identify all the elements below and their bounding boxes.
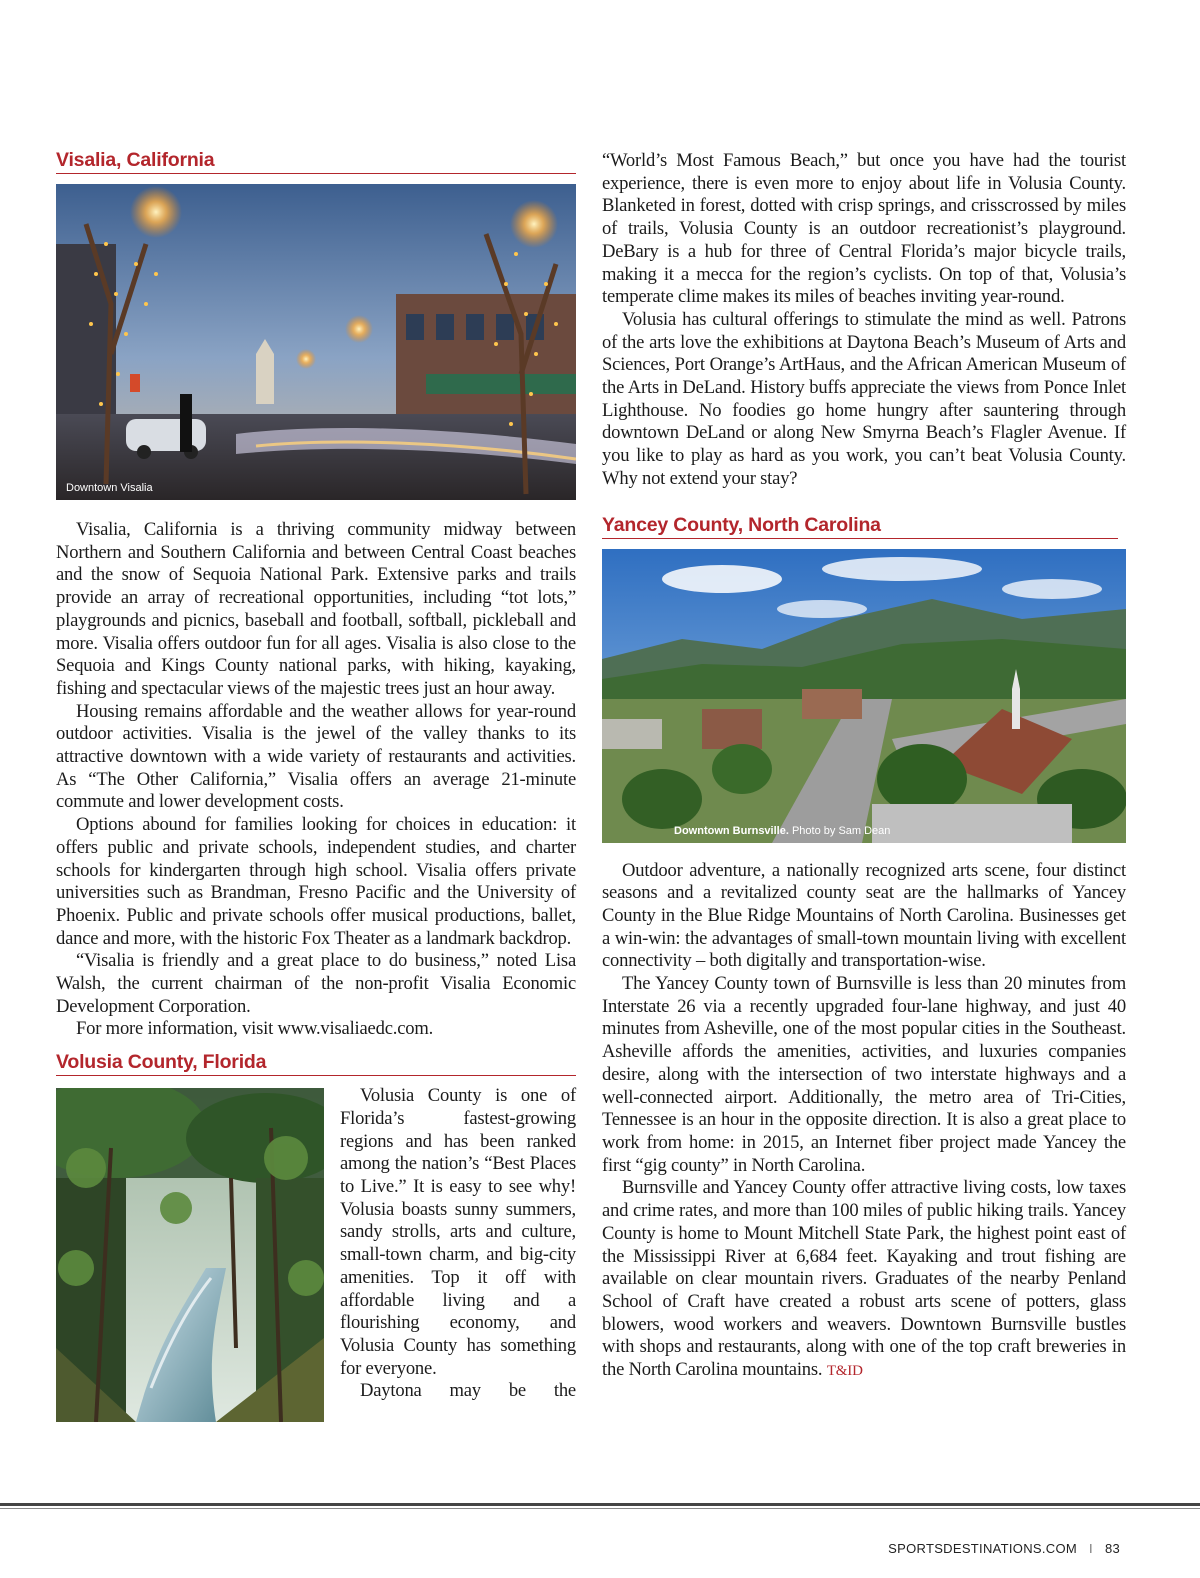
paragraph: Volusia County is one of Florida’s fastest-growing regions and has been ranked among the nation’s “Best Places to Live.” It is easy to see why! Volusia boasts sunny summers, sandy strolls, arts and culture, small-town charm, and big-city amenities. Top it off with affordable living and a flourishing economy, and Volusia County has something for everyone. — [340, 1085, 576, 1379]
paragraph: Volusia has cultural offerings to stimulate the mind as well. Patrons of the arts love the exhibitions at Daytona Beach’s Museum of Arts and Sciences, Port Orange’s ArtHaus, and the African American Museum of the Arts in DeLand. History buffs appreciate the views from Ponce Inlet Lighthouse. No foodies go home hungry after sauntering through downtown DeLand or along New Smyrna Beach’s Flagler Avenue. If you like to play as hard as you work, you can’t beat Volusia County. Why not extend your stay? — [602, 308, 1126, 489]
volusia-forest-image — [56, 1088, 324, 1422]
caption-credit: Photo by Sam Dean — [788, 824, 891, 837]
volusia-side-text — [340, 1085, 576, 1403]
right-column — [602, 150, 1126, 1383]
section-heading-volusia: Volusia County, Florida — [56, 1050, 576, 1076]
burnsville-aerial-image — [602, 549, 1126, 843]
volusia-continued — [602, 150, 1126, 491]
visalia-article-body — [56, 519, 576, 1041]
visalia-street-image — [56, 184, 576, 500]
paragraph: “Visalia is friendly and a great place to do business,” noted Lisa Walsh, the current chairman of the non-profit Visalia Economic Development Corporation. — [56, 950, 576, 1017]
paragraph: Outdoor adventure, a nationally recognized arts scene, four distinct seasons and a revitalized county seat are the hallmarks of Yancey County in the Blue Ridge Mountains of North Carolina. Businesses get a win-win: the advantages of small-town mountain living with excellent connectivity – both digitally and transportation-wise. — [602, 859, 1126, 972]
caption-location: Downtown Burnsville. — [674, 824, 789, 837]
paragraph-text: Burnsville and Yancey County offer attractive living costs, low taxes and crime rates, and more than 100 miles of public hiking trails. Yancey County is home to Mount Mitchell State Park, the highest point east of the Mississippi River at 6,684 feet. Kayaking and trout fishing are available on clear mountain rivers. Graduates of the nearby Penland School of Craft have created a robust arts scene of potters, glass blowers, wood workers and weavers. Downtown Burnsville bustles with shops and restaurants, along with one of the top craft breweries in the North Carolina mountains. — [602, 1177, 1126, 1381]
photo-caption: Downtown Visalia — [66, 482, 153, 494]
paragraph: For more information, visit www.visaliaedc.com. — [76, 1018, 434, 1040]
page-footer — [888, 1541, 1120, 1556]
paragraph: Housing remains affordable and the weather allows for year-round outdoor activities. Visalia is the jewel of the valley thanks to its attractive downtown with a wide variety of restaurants and activities. As “The Other California,” Visalia offers an average 21-minute commute and lower development costs. — [56, 700, 576, 813]
photo-volusia-spring — [56, 1088, 324, 1422]
paragraph: Options abound for families looking for choices in education: it offers public and private schools, independent studies, and charter schools for kindergarten through high school. Visalia offers private universities such as Brandman, Fresno Pacific and the University of Phoenix. Public and private schools offer musical productions, ballet, dance and more, with the historic Fox Theater as a landmark backdrop. — [56, 814, 576, 949]
left-column — [56, 148, 576, 1438]
section-heading-visalia: Visalia, California — [56, 148, 576, 174]
paragraph: Daytona may be the — [360, 1380, 576, 1402]
paragraph — [602, 1177, 1126, 1382]
photo-caption — [674, 825, 890, 837]
volusia-block — [56, 1085, 576, 1438]
page-number: 83 — [1104, 1541, 1120, 1556]
footer-rule-thin — [0, 1508, 1200, 1509]
paragraph: Visalia, California is a thriving community midway between Northern and Southern California and between Central Coast beaches and the snow of Sequoia National Park. Extensive parks and trails provide an array of recreational opportunities, including “tot lots,” playgrounds and picnics, baseball and football, softball, pickleball and more. Visalia offers outdoor fun for all ages. Visalia is also close to the Sequoia and Kings County national parks, with hiking, kayaking, fishing and spectacular views of the majestic trees just an hour away. — [56, 519, 576, 699]
footer-separator: I — [1089, 1541, 1093, 1556]
photo-downtown-burnsville — [602, 549, 1126, 843]
paragraph: The Yancey County town of Burnsville is less than 20 minutes from Interstate 26 via a recently upgraded four-lane highway, and just 40 minutes from Asheville, one of the most popular cities in the Southeast. Asheville affords the amenities, activities, and luxuries companies desire, along with the intersection of two interstate highways and a well-connected airport. Additionally, the metro area of Tri-Cities, Tennessee is an hour in the opposite direction. It is also a great place to work from home: in 2015, an Internet fiber project made Yancey the first “gig county” in North Carolina. — [602, 973, 1126, 1176]
photo-downtown-visalia — [56, 184, 576, 500]
paragraph: “World’s Most Famous Beach,” but once you have had the tourist experience, there is even more to enjoy about life in Volusia County. Blanketed in forest, dotted with crisp springs, and crisscrossed by miles of trails, Volusia County is an outdoor recreationist’s playground. DeBary is a hub for three of Central Florida’s major bicycle trails, making it a mecca for the region’s cyclists. On top of that, Volusia’s temperate clime makes its miles of beaches inviting year-round. — [602, 150, 1126, 308]
section-heading-yancey: Yancey County, North Carolina — [602, 513, 1118, 539]
footer-rule — [0, 1503, 1200, 1506]
yancey-article-body — [602, 860, 1126, 1383]
footer-site: SPORTSDESTINATIONS.COM — [888, 1541, 1078, 1556]
end-mark: T&ID — [826, 1363, 863, 1380]
